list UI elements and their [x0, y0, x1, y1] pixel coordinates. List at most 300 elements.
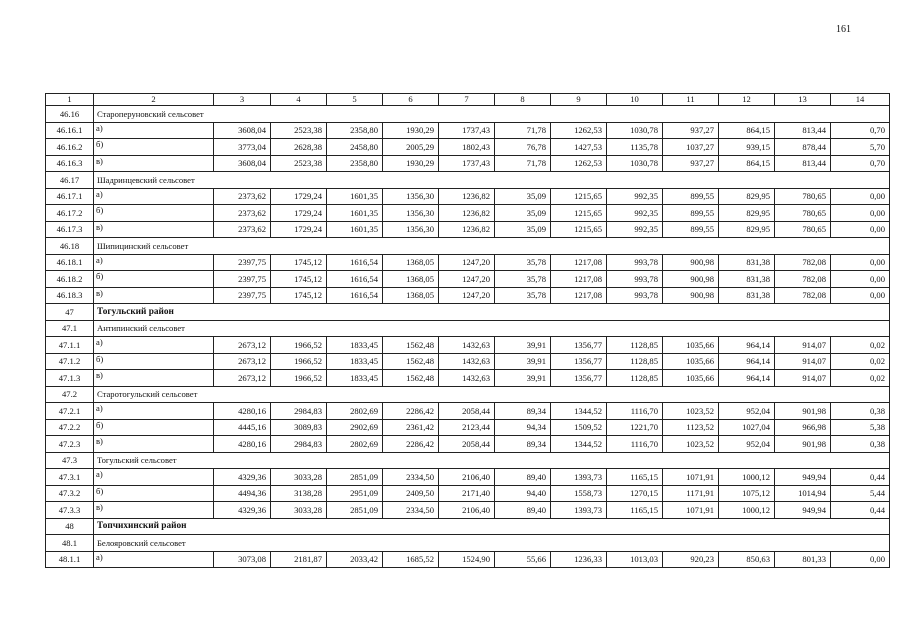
- row-code: 46.16.3: [46, 155, 94, 172]
- value-cell: 2058,44: [439, 403, 495, 420]
- value-cell: 1071,91: [663, 502, 719, 519]
- value-cell: 952,04: [719, 436, 775, 453]
- value-cell: 2523,38: [271, 155, 327, 172]
- row-variant-label: в): [94, 436, 214, 453]
- section-row: [46, 238, 890, 255]
- value-cell: 1368,05: [383, 254, 439, 271]
- row-code: 47.3.2: [46, 485, 94, 502]
- row-variant-label: а): [94, 122, 214, 139]
- value-cell: 949,94: [775, 502, 831, 519]
- value-cell: 1685,52: [383, 551, 439, 568]
- value-cell: 1236,82: [439, 221, 495, 238]
- value-cell: 3033,28: [271, 469, 327, 486]
- value-cell: 1035,66: [663, 337, 719, 354]
- row-code: 46.17.1: [46, 188, 94, 205]
- value-cell: 899,55: [663, 188, 719, 205]
- value-cell: 964,14: [719, 337, 775, 354]
- value-cell: 1023,52: [663, 403, 719, 420]
- table-row: [46, 271, 890, 288]
- value-cell: 2523,38: [271, 122, 327, 139]
- value-cell: 2358,80: [327, 122, 383, 139]
- value-cell: 3773,04: [214, 139, 271, 156]
- value-cell: 1262,53: [551, 155, 607, 172]
- value-cell: 3033,28: [271, 502, 327, 519]
- row-variant-label: б): [94, 485, 214, 502]
- value-cell: 1215,65: [551, 221, 607, 238]
- value-cell: 4445,16: [214, 419, 271, 436]
- value-cell: 937,27: [663, 122, 719, 139]
- value-cell: 0,02: [831, 337, 890, 354]
- value-cell: 1356,77: [551, 353, 607, 370]
- value-cell: 1356,30: [383, 188, 439, 205]
- row-code: 47.2: [46, 386, 94, 403]
- column-header: 9: [551, 94, 607, 106]
- table-row: [46, 469, 890, 486]
- value-cell: 3608,04: [214, 122, 271, 139]
- value-cell: 901,98: [775, 436, 831, 453]
- value-cell: 2951,09: [327, 485, 383, 502]
- value-cell: 4329,36: [214, 469, 271, 486]
- value-cell: 993,78: [607, 287, 663, 304]
- value-cell: 964,14: [719, 353, 775, 370]
- table-row: [46, 287, 890, 304]
- value-cell: 992,35: [607, 188, 663, 205]
- row-code: 46.17.3: [46, 221, 94, 238]
- value-cell: 2286,42: [383, 403, 439, 420]
- value-cell: 2171,40: [439, 485, 495, 502]
- value-cell: 878,44: [775, 139, 831, 156]
- value-cell: 1616,54: [327, 254, 383, 271]
- section-title: Тогульский сельсовет: [94, 452, 890, 469]
- row-code: 47.3: [46, 452, 94, 469]
- value-cell: 89,34: [495, 403, 551, 420]
- row-code: 46.17.2: [46, 205, 94, 222]
- column-header: 5: [327, 94, 383, 106]
- value-cell: 0,02: [831, 353, 890, 370]
- value-cell: 1075,12: [719, 485, 775, 502]
- value-cell: 2902,69: [327, 419, 383, 436]
- value-cell: 864,15: [719, 122, 775, 139]
- header-row: [46, 94, 890, 106]
- value-cell: 76,78: [495, 139, 551, 156]
- value-cell: 2361,42: [383, 419, 439, 436]
- value-cell: 0,38: [831, 403, 890, 420]
- value-cell: 1729,24: [271, 205, 327, 222]
- value-cell: 993,78: [607, 271, 663, 288]
- value-cell: 899,55: [663, 221, 719, 238]
- value-cell: 35,78: [495, 271, 551, 288]
- value-cell: 1030,78: [607, 155, 663, 172]
- value-cell: 939,15: [719, 139, 775, 156]
- value-cell: 1171,91: [663, 485, 719, 502]
- value-cell: 2673,12: [214, 370, 271, 387]
- table-row: [46, 436, 890, 453]
- value-cell: 1432,63: [439, 337, 495, 354]
- value-cell: 1135,78: [607, 139, 663, 156]
- value-cell: 1356,77: [551, 337, 607, 354]
- value-cell: 1236,82: [439, 188, 495, 205]
- value-cell: 1014,94: [775, 485, 831, 502]
- page-number: 161: [836, 24, 851, 35]
- value-cell: 2181,87: [271, 551, 327, 568]
- column-header: 13: [775, 94, 831, 106]
- value-cell: 1562,48: [383, 337, 439, 354]
- table-row: [46, 337, 890, 354]
- value-cell: 952,04: [719, 403, 775, 420]
- column-header: 11: [663, 94, 719, 106]
- table-row: [46, 221, 890, 238]
- row-code: 46.18: [46, 238, 94, 255]
- value-cell: 1562,48: [383, 353, 439, 370]
- value-cell: 35,09: [495, 188, 551, 205]
- row-code: 47.3.1: [46, 469, 94, 486]
- value-cell: 2106,40: [439, 502, 495, 519]
- section-title: Старотогульский сельсовет: [94, 386, 890, 403]
- district-row: [46, 518, 890, 535]
- section-title: Староперуновский сельсовет: [94, 106, 890, 123]
- row-code: 46.16.1: [46, 122, 94, 139]
- value-cell: 0,70: [831, 155, 890, 172]
- value-cell: 2373,62: [214, 205, 271, 222]
- section-title: Белояровский сельсовет: [94, 535, 890, 552]
- value-cell: 1833,45: [327, 353, 383, 370]
- value-cell: 1217,08: [551, 271, 607, 288]
- table-row: [46, 155, 890, 172]
- table-row: [46, 551, 890, 568]
- section-row: [46, 172, 890, 189]
- table-row: [46, 122, 890, 139]
- value-cell: 2373,62: [214, 221, 271, 238]
- row-code: 48.1: [46, 535, 94, 552]
- value-cell: 2373,62: [214, 188, 271, 205]
- value-cell: 89,40: [495, 469, 551, 486]
- value-cell: 1616,54: [327, 271, 383, 288]
- value-cell: 1236,82: [439, 205, 495, 222]
- value-cell: 39,91: [495, 353, 551, 370]
- table-row: [46, 254, 890, 271]
- value-cell: 35,09: [495, 221, 551, 238]
- value-cell: 1071,91: [663, 469, 719, 486]
- value-cell: 1966,52: [271, 370, 327, 387]
- value-cell: 1116,70: [607, 436, 663, 453]
- district-row: [46, 304, 890, 321]
- row-code: 47.1.2: [46, 353, 94, 370]
- value-cell: 1802,43: [439, 139, 495, 156]
- value-cell: 2033,42: [327, 551, 383, 568]
- value-cell: 1356,30: [383, 205, 439, 222]
- column-header: 1: [46, 94, 94, 106]
- value-cell: 2984,83: [271, 403, 327, 420]
- value-cell: 2851,09: [327, 502, 383, 519]
- value-cell: 1217,08: [551, 287, 607, 304]
- value-cell: 829,95: [719, 221, 775, 238]
- value-cell: 899,55: [663, 205, 719, 222]
- row-variant-label: в): [94, 221, 214, 238]
- value-cell: 0,38: [831, 436, 890, 453]
- row-code: 47.1.3: [46, 370, 94, 387]
- value-cell: 35,78: [495, 254, 551, 271]
- value-cell: 2984,83: [271, 436, 327, 453]
- value-cell: 1616,54: [327, 287, 383, 304]
- tariff-table: [45, 93, 890, 568]
- value-cell: 914,07: [775, 353, 831, 370]
- value-cell: 1037,27: [663, 139, 719, 156]
- section-title: Шадринцевский сельсовет: [94, 172, 890, 189]
- table-row: [46, 502, 890, 519]
- value-cell: 2397,75: [214, 254, 271, 271]
- row-code: 47.1: [46, 320, 94, 337]
- value-cell: 1427,53: [551, 139, 607, 156]
- value-cell: 813,44: [775, 122, 831, 139]
- row-variant-label: а): [94, 403, 214, 420]
- value-cell: 1393,73: [551, 502, 607, 519]
- value-cell: 4494,36: [214, 485, 271, 502]
- value-cell: 900,98: [663, 287, 719, 304]
- value-cell: 1930,29: [383, 155, 439, 172]
- value-cell: 1432,63: [439, 353, 495, 370]
- value-cell: 4329,36: [214, 502, 271, 519]
- value-cell: 1524,90: [439, 551, 495, 568]
- value-cell: 831,38: [719, 254, 775, 271]
- table-row: [46, 370, 890, 387]
- row-variant-label: а): [94, 469, 214, 486]
- column-header: 6: [383, 94, 439, 106]
- value-cell: 1558,73: [551, 485, 607, 502]
- row-code: 46.17: [46, 172, 94, 189]
- value-cell: 0,00: [831, 551, 890, 568]
- value-cell: 1930,29: [383, 122, 439, 139]
- value-cell: 71,78: [495, 155, 551, 172]
- row-code: 48: [46, 518, 94, 535]
- row-variant-label: б): [94, 205, 214, 222]
- value-cell: 937,27: [663, 155, 719, 172]
- row-variant-label: б): [94, 271, 214, 288]
- value-cell: 3138,28: [271, 485, 327, 502]
- value-cell: 1601,35: [327, 205, 383, 222]
- value-cell: 1023,52: [663, 436, 719, 453]
- row-variant-label: а): [94, 188, 214, 205]
- value-cell: 992,35: [607, 205, 663, 222]
- value-cell: 1344,52: [551, 403, 607, 420]
- value-cell: 2334,50: [383, 502, 439, 519]
- row-code: 47.1.1: [46, 337, 94, 354]
- row-variant-label: в): [94, 502, 214, 519]
- value-cell: 1344,52: [551, 436, 607, 453]
- column-header: 14: [831, 94, 890, 106]
- value-cell: 1027,04: [719, 419, 775, 436]
- value-cell: 2005,29: [383, 139, 439, 156]
- value-cell: 1123,52: [663, 419, 719, 436]
- row-variant-label: б): [94, 353, 214, 370]
- value-cell: 1035,66: [663, 370, 719, 387]
- row-code: 48.1.1: [46, 551, 94, 568]
- value-cell: 1221,70: [607, 419, 663, 436]
- value-cell: 0,00: [831, 205, 890, 222]
- value-cell: 813,44: [775, 155, 831, 172]
- value-cell: 0,00: [831, 221, 890, 238]
- value-cell: 0,70: [831, 122, 890, 139]
- district-title: Тогульский район: [94, 304, 890, 321]
- value-cell: 829,95: [719, 205, 775, 222]
- value-cell: 1393,73: [551, 469, 607, 486]
- value-cell: 1013,03: [607, 551, 663, 568]
- value-cell: 1247,20: [439, 271, 495, 288]
- table-body: [46, 106, 890, 568]
- value-cell: 1833,45: [327, 370, 383, 387]
- value-cell: 89,34: [495, 436, 551, 453]
- value-cell: 901,98: [775, 403, 831, 420]
- value-cell: 1745,12: [271, 271, 327, 288]
- row-variant-label: в): [94, 287, 214, 304]
- value-cell: 1356,30: [383, 221, 439, 238]
- value-cell: 39,91: [495, 370, 551, 387]
- value-cell: 1966,52: [271, 353, 327, 370]
- value-cell: 3073,08: [214, 551, 271, 568]
- value-cell: 0,44: [831, 469, 890, 486]
- row-code: 46.18.3: [46, 287, 94, 304]
- row-variant-label: в): [94, 370, 214, 387]
- value-cell: 39,91: [495, 337, 551, 354]
- value-cell: 2397,75: [214, 271, 271, 288]
- value-cell: 3089,83: [271, 419, 327, 436]
- row-variant-label: а): [94, 551, 214, 568]
- value-cell: 1562,48: [383, 370, 439, 387]
- value-cell: 0,02: [831, 370, 890, 387]
- value-cell: 1432,63: [439, 370, 495, 387]
- value-cell: 1128,85: [607, 337, 663, 354]
- value-cell: 966,98: [775, 419, 831, 436]
- value-cell: 1030,78: [607, 122, 663, 139]
- row-code: 46.16: [46, 106, 94, 123]
- value-cell: 829,95: [719, 188, 775, 205]
- value-cell: 1745,12: [271, 254, 327, 271]
- value-cell: 2409,50: [383, 485, 439, 502]
- value-cell: 2106,40: [439, 469, 495, 486]
- row-code: 47.2.1: [46, 403, 94, 420]
- value-cell: 1128,85: [607, 353, 663, 370]
- value-cell: 1247,20: [439, 287, 495, 304]
- value-cell: 2123,44: [439, 419, 495, 436]
- value-cell: 3608,04: [214, 155, 271, 172]
- value-cell: 2802,69: [327, 403, 383, 420]
- row-code: 46.18.2: [46, 271, 94, 288]
- value-cell: 914,07: [775, 370, 831, 387]
- row-code: 46.16.2: [46, 139, 94, 156]
- table-row: [46, 403, 890, 420]
- value-cell: 782,08: [775, 271, 831, 288]
- row-code: 47: [46, 304, 94, 321]
- row-code: 47.3.3: [46, 502, 94, 519]
- value-cell: 964,14: [719, 370, 775, 387]
- value-cell: 900,98: [663, 271, 719, 288]
- value-cell: 1000,12: [719, 469, 775, 486]
- district-title: Топчихинский район: [94, 518, 890, 535]
- value-cell: 0,00: [831, 254, 890, 271]
- value-cell: 4280,16: [214, 403, 271, 420]
- value-cell: 1000,12: [719, 502, 775, 519]
- section-title: Шипицинский сельсовет: [94, 238, 890, 255]
- value-cell: 1509,52: [551, 419, 607, 436]
- value-cell: 1116,70: [607, 403, 663, 420]
- row-variant-label: а): [94, 254, 214, 271]
- value-cell: 1966,52: [271, 337, 327, 354]
- value-cell: 1729,24: [271, 188, 327, 205]
- value-cell: 0,00: [831, 188, 890, 205]
- value-cell: 1215,65: [551, 205, 607, 222]
- value-cell: 5,38: [831, 419, 890, 436]
- column-header: 3: [214, 94, 271, 106]
- value-cell: 850,63: [719, 551, 775, 568]
- column-header: 7: [439, 94, 495, 106]
- row-variant-label: б): [94, 419, 214, 436]
- value-cell: 1247,20: [439, 254, 495, 271]
- value-cell: 1236,33: [551, 551, 607, 568]
- value-cell: 94,34: [495, 419, 551, 436]
- value-cell: 1262,53: [551, 122, 607, 139]
- value-cell: 1737,43: [439, 155, 495, 172]
- value-cell: 1745,12: [271, 287, 327, 304]
- value-cell: 831,38: [719, 271, 775, 288]
- value-cell: 2802,69: [327, 436, 383, 453]
- value-cell: 35,78: [495, 287, 551, 304]
- column-header: 8: [495, 94, 551, 106]
- value-cell: 1729,24: [271, 221, 327, 238]
- row-variant-label: в): [94, 155, 214, 172]
- value-cell: 1217,08: [551, 254, 607, 271]
- value-cell: 1165,15: [607, 502, 663, 519]
- table-row: [46, 188, 890, 205]
- value-cell: 4280,16: [214, 436, 271, 453]
- value-cell: 1165,15: [607, 469, 663, 486]
- value-cell: 782,08: [775, 287, 831, 304]
- value-cell: 780,65: [775, 221, 831, 238]
- value-cell: 2058,44: [439, 436, 495, 453]
- section-row: [46, 386, 890, 403]
- row-code: 47.2.3: [46, 436, 94, 453]
- column-header: 10: [607, 94, 663, 106]
- value-cell: 89,40: [495, 502, 551, 519]
- table-row: [46, 205, 890, 222]
- value-cell: 1270,15: [607, 485, 663, 502]
- value-cell: 864,15: [719, 155, 775, 172]
- value-cell: 2458,80: [327, 139, 383, 156]
- value-cell: 5,70: [831, 139, 890, 156]
- value-cell: 920,23: [663, 551, 719, 568]
- value-cell: 1601,35: [327, 188, 383, 205]
- value-cell: 35,09: [495, 205, 551, 222]
- value-cell: 1601,35: [327, 221, 383, 238]
- value-cell: 1737,43: [439, 122, 495, 139]
- value-cell: 0,00: [831, 287, 890, 304]
- value-cell: 1215,65: [551, 188, 607, 205]
- section-title: Антипинский сельсовет: [94, 320, 890, 337]
- table-row: [46, 139, 890, 156]
- row-variant-label: а): [94, 337, 214, 354]
- value-cell: 2358,80: [327, 155, 383, 172]
- value-cell: 780,65: [775, 188, 831, 205]
- column-header: 2: [94, 94, 214, 106]
- section-row: [46, 452, 890, 469]
- value-cell: 782,08: [775, 254, 831, 271]
- row-code: 47.2.2: [46, 419, 94, 436]
- table-row: [46, 485, 890, 502]
- row-code: 46.18.1: [46, 254, 94, 271]
- value-cell: 1035,66: [663, 353, 719, 370]
- value-cell: 2286,42: [383, 436, 439, 453]
- value-cell: 1368,05: [383, 271, 439, 288]
- value-cell: 914,07: [775, 337, 831, 354]
- table-row: [46, 353, 890, 370]
